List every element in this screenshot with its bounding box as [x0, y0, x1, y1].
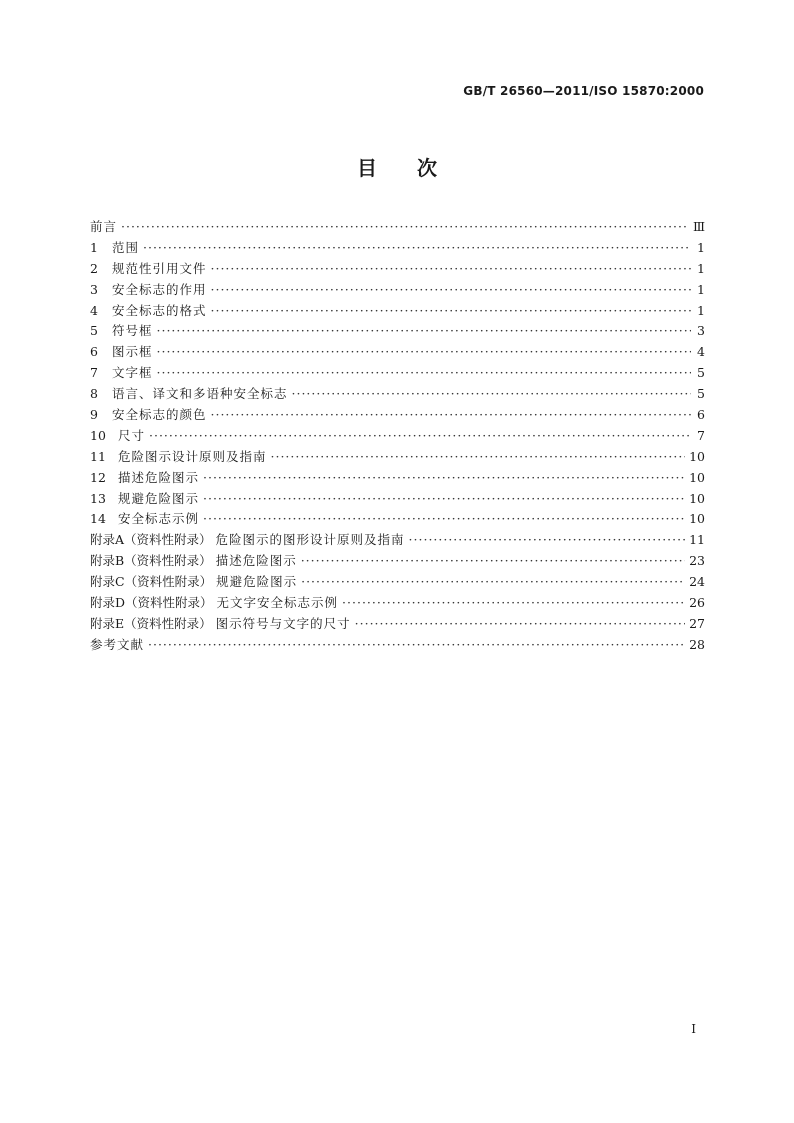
toc-entry-11[interactable] — [90, 447, 705, 468]
toc-page-number: 1 — [697, 281, 705, 297]
toc-entry-annex-e[interactable] — [90, 614, 705, 635]
toc-number: 6 — [90, 344, 98, 360]
toc-page-number: 5 — [697, 365, 705, 381]
toc-entry-5[interactable] — [90, 321, 705, 342]
toc-leader-dots — [143, 238, 691, 259]
toc-label: 危险图示设计原则及指南 — [118, 448, 267, 464]
toc-entry-annex-c[interactable] — [90, 572, 705, 593]
toc-leader-dots — [409, 530, 686, 551]
page-number: I — [691, 1022, 696, 1036]
toc-page-number: 1 — [697, 302, 705, 318]
toc-label: 范围 — [112, 239, 140, 255]
toc-leader-dots — [342, 593, 685, 614]
toc-leader-dots — [148, 635, 685, 656]
toc-leader-dots — [203, 509, 685, 530]
toc-entry-annex-b[interactable] — [90, 551, 705, 572]
toc-label: 规范性引用文件 — [112, 260, 207, 276]
toc-label: 尺寸 — [118, 427, 146, 443]
toc-page-number: 28 — [689, 636, 705, 652]
toc-entry-8[interactable] — [90, 384, 705, 405]
toc-annex-number: 附录B（资料性附录） — [90, 553, 212, 569]
toc-leader-dots — [203, 468, 685, 489]
toc-page-number: 26 — [689, 595, 705, 611]
toc-page-number: 4 — [697, 344, 705, 360]
toc-label: 语言、译文和多语种安全标志 — [112, 386, 288, 402]
toc-leader-dots — [271, 447, 686, 468]
toc-leader-dots — [157, 363, 691, 384]
toc-page-number: 10 — [689, 448, 705, 464]
toc-leader-dots — [157, 321, 691, 342]
toc-label: 规避危险图示 — [118, 490, 200, 506]
toc-label: 参考文献 — [90, 636, 145, 652]
toc-page-number: 1 — [697, 239, 705, 255]
toc-number: 8 — [90, 386, 98, 402]
toc-label: 描述危险图示 — [215, 553, 297, 569]
toc-page-number: 7 — [697, 427, 705, 443]
standard-code: GB/T 26560—2011/ISO 15870:2000 — [463, 84, 704, 98]
toc-entry-13[interactable] — [90, 489, 705, 510]
toc-entry-9[interactable] — [90, 405, 705, 426]
toc-entry-6[interactable] — [90, 342, 705, 363]
toc-entry-14[interactable] — [90, 509, 705, 530]
toc-page-number: 27 — [689, 615, 705, 631]
toc-number: 5 — [90, 323, 98, 339]
toc-label: 安全标志的颜色 — [112, 407, 207, 423]
toc-label: 无文字安全标志示例 — [216, 595, 339, 611]
toc-number: 14 — [90, 511, 106, 527]
toc-label: 描述危险图示 — [118, 469, 200, 485]
toc-label: 文字框 — [112, 365, 153, 381]
toc-leader-dots — [149, 426, 691, 447]
toc-annex-number: 附录A（资料性附录） — [90, 532, 212, 548]
toc-entry-10[interactable] — [90, 426, 705, 447]
toc-label: 前言 — [90, 219, 118, 234]
toc-page-number: 10 — [689, 490, 705, 506]
toc-entry-3[interactable] — [90, 280, 705, 301]
toc-annex-number: 附录E（资料性附录） — [90, 615, 212, 631]
page-title: 目次 — [357, 156, 477, 180]
toc-entry-foreword[interactable] — [90, 217, 705, 238]
toc-entry-1[interactable] — [90, 238, 705, 259]
toc-page-number: 10 — [689, 511, 705, 527]
toc-number: 9 — [90, 407, 98, 423]
toc-annex-number: 附录D（资料性附录） — [90, 595, 213, 611]
toc-entry-4[interactable] — [90, 301, 705, 322]
toc-number: 10 — [90, 427, 106, 443]
toc-label: 符号框 — [112, 323, 153, 339]
toc-leader-dots — [301, 572, 685, 593]
toc-entry-annex-d[interactable] — [90, 593, 705, 614]
toc-number: 13 — [90, 490, 106, 506]
toc-page-number: 3 — [697, 323, 705, 339]
toc-leader-dots — [292, 384, 691, 405]
toc-page-number: 24 — [689, 574, 705, 590]
table-of-contents — [90, 217, 705, 656]
toc-leader-dots — [301, 551, 685, 572]
toc-leader-dots — [211, 405, 691, 426]
toc-number: 12 — [90, 469, 106, 485]
toc-leader-dots — [211, 259, 691, 280]
toc-page-number: Ⅲ — [692, 219, 705, 234]
toc-label: 图示框 — [112, 344, 153, 360]
toc-page-number: 23 — [689, 553, 705, 569]
toc-label: 规避危险图示 — [216, 574, 298, 590]
toc-label: 安全标志的格式 — [112, 302, 207, 318]
toc-page-number: 10 — [689, 469, 705, 485]
toc-label: 安全标志示例 — [118, 511, 200, 527]
toc-entry-bibliography[interactable] — [90, 635, 705, 656]
toc-entry-12[interactable] — [90, 468, 705, 489]
toc-entry-2[interactable] — [90, 259, 705, 280]
toc-number: 2 — [90, 260, 98, 276]
toc-number: 3 — [90, 281, 98, 297]
toc-leader-dots — [203, 489, 685, 510]
toc-entry-annex-a[interactable] — [90, 530, 705, 551]
toc-page-number: 1 — [697, 260, 705, 276]
toc-annex-number: 附录C（资料性附录） — [90, 574, 213, 590]
toc-number: 4 — [90, 302, 98, 318]
toc-label: 图示符号与文字的尺寸 — [215, 615, 351, 631]
toc-number: 1 — [90, 239, 98, 255]
toc-leader-dots — [211, 280, 691, 301]
toc-leader-dots — [211, 301, 691, 322]
toc-page-number: 11 — [689, 532, 705, 548]
toc-number: 11 — [90, 448, 106, 464]
toc-label: 危险图示的图形设计原则及指南 — [215, 532, 405, 548]
toc-leader-dots — [355, 614, 685, 635]
toc-leader-dots — [157, 342, 691, 363]
toc-page-number: 6 — [697, 407, 705, 423]
toc-leader-dots — [121, 217, 689, 238]
toc-entry-7[interactable] — [90, 363, 705, 384]
toc-label: 安全标志的作用 — [112, 281, 207, 297]
toc-number: 7 — [90, 365, 98, 381]
toc-page-number: 5 — [697, 386, 705, 402]
